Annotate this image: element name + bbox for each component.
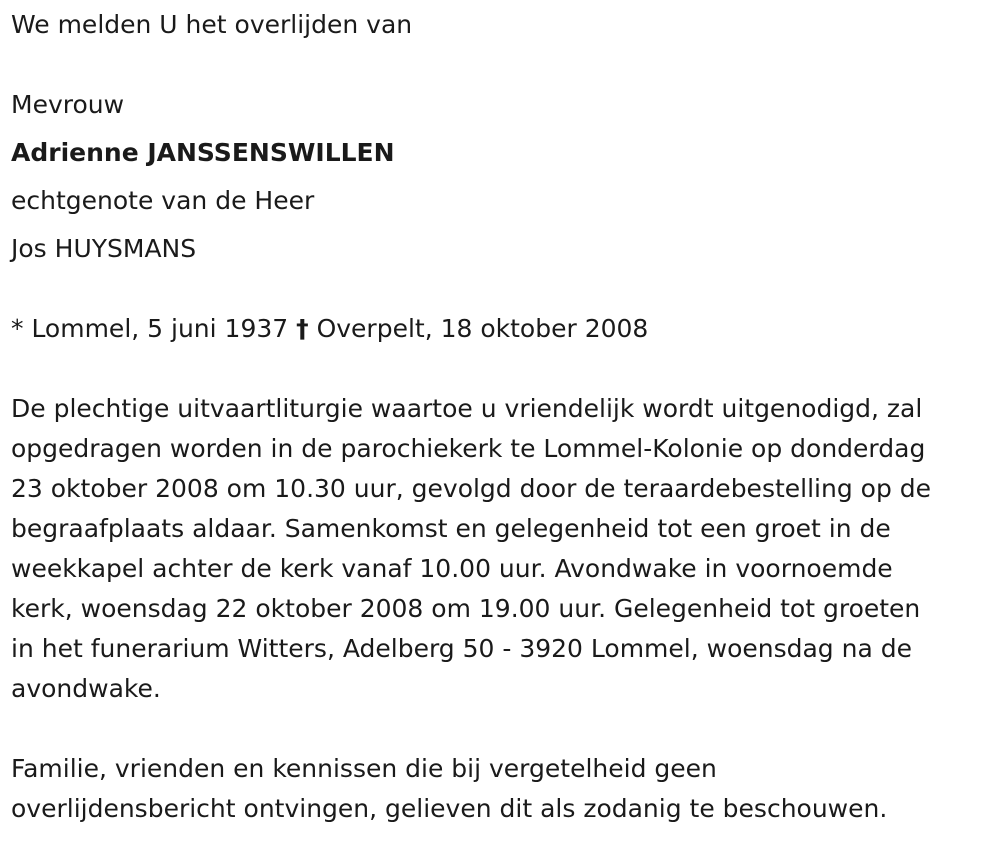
cross-icon: † [296, 314, 309, 343]
paragraph-line: weekkapel achter de kerk vanaf 10.00 uur. Avondwake in voornoemde [11, 554, 893, 583]
intro-text: We melden U het overlijden van [11, 10, 413, 39]
closing-paragraph [11, 749, 986, 829]
paragraph-line: begraafplaats aldaar. Samenkomst en gelegenheid tot een groet in de [11, 514, 891, 543]
funeral-paragraph [11, 389, 986, 709]
paragraph-line: kerk, woensdag 22 oktober 2008 om 19.00 uur. Gelegenheid tot groeten [11, 594, 921, 623]
paragraph-line: opgedragen worden in de parochiekerk te Lommel-Kolonie op donderdag [11, 434, 926, 463]
paragraph-line: in het funerarium Witters, Adelberg 50 - 3920 Lommel, woensdag na de [11, 634, 912, 663]
spouse-name: Jos HUYSMANS [11, 234, 197, 263]
deceased-name: Adrienne JANSSENSWILLEN [11, 138, 395, 167]
paragraph-line: Familie, vrienden en kennissen die bij vergetelheid geen [11, 754, 717, 783]
relation-text: echtgenote van de Heer [11, 186, 315, 215]
death-date: Overpelt, 18 oktober 2008 [316, 314, 649, 343]
birth-date: * Lommel, 5 juni 1937 [11, 314, 289, 343]
dates-line [11, 314, 648, 344]
title-text: Mevrouw [11, 90, 125, 119]
paragraph-line: De plechtige uitvaartliturgie waartoe u vriendelijk wordt uitgenodigd, zal [11, 394, 923, 423]
paragraph-line: 23 oktober 2008 om 10.30 uur, gevolgd door de teraardebestelling op de [11, 474, 932, 503]
paragraph-line: overlijdensbericht ontvingen, gelieven dit als zodanig te beschouwen. [11, 794, 888, 823]
paragraph-line: avondwake. [11, 674, 161, 703]
